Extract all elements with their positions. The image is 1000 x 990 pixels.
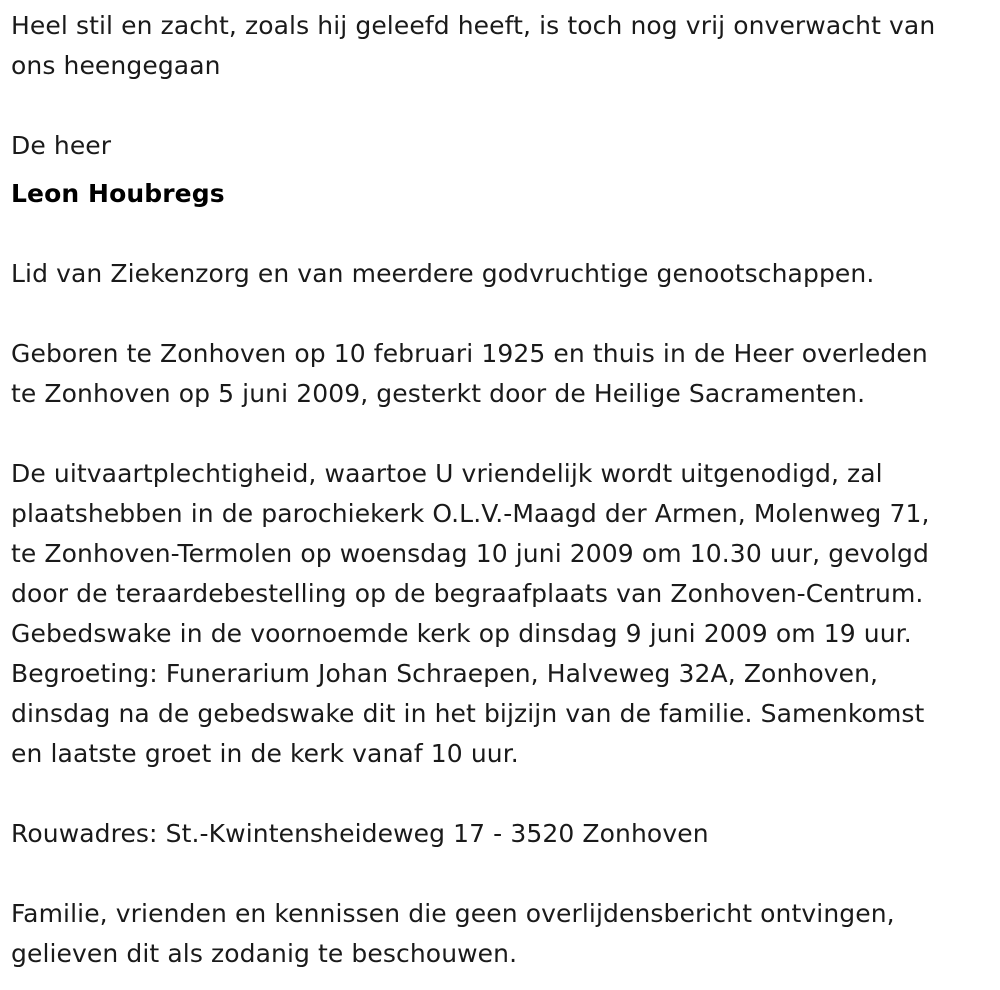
honorific: De heer [11, 131, 112, 160]
birth-death-line: Geboren te Zonhoven op 10 februari 1925 en thuis in de Heer overleden [11, 339, 928, 368]
ceremony-line: Begroeting: Funerarium Johan Schraepen, Halveweg 32A, Zonhoven, [11, 659, 879, 688]
deceased-name: Leon Houbregs [11, 179, 225, 208]
intro-line: ons heengegaan [11, 51, 221, 80]
ceremony-paragraph [11, 454, 996, 774]
ceremony-line: De uitvaartplechtigheid, waartoe U vriendelijk wordt uitgenodigd, zal [11, 459, 883, 488]
ceremony-line: Gebedswake in de voornoemde kerk op dinsdag 9 juni 2009 om 19 uur. [11, 619, 912, 648]
spacer [11, 414, 996, 454]
spacer [11, 294, 996, 334]
ceremony-line: plaatshebben in de parochiekerk O.L.V.-Maagd der Armen, Molenweg 71, [11, 499, 930, 528]
spacer [11, 214, 996, 254]
spacer [11, 854, 996, 894]
birth-death-line: te Zonhoven op 5 juni 2009, gesterkt door de Heilige Sacramenten. [11, 379, 866, 408]
ceremony-line: te Zonhoven-Termolen op woensdag 10 juni 2009 om 10.30 uur, gevolgd [11, 539, 929, 568]
closing-line: gelieven dit als zodanig te beschouwen. [11, 939, 518, 968]
closing-paragraph [11, 894, 996, 974]
obituary-notice [11, 6, 996, 974]
ceremony-line: dinsdag na de gebedswake dit in het bijzijn van de familie. Samenkomst [11, 699, 925, 728]
ceremony-line: door de teraardebestelling op de begraafplaats van Zonhoven-Centrum. [11, 579, 924, 608]
birth-death-paragraph [11, 334, 996, 414]
intro-paragraph [11, 6, 996, 86]
ceremony-line: en laatste groet in de kerk vanaf 10 uur. [11, 739, 519, 768]
intro-line: Heel stil en zacht, zoals hij geleefd heeft, is toch nog vrij onverwacht van [11, 11, 936, 40]
spacer [11, 774, 996, 814]
closing-line: Familie, vrienden en kennissen die geen overlijdensbericht ontvingen, [11, 899, 895, 928]
spacer [11, 86, 996, 126]
mourning-address: Rouwadres: St.-Kwintensheideweg 17 - 3520 Zonhoven [11, 819, 709, 848]
membership-line: Lid van Ziekenzorg en van meerdere godvruchtige genootschappen. [11, 259, 875, 288]
